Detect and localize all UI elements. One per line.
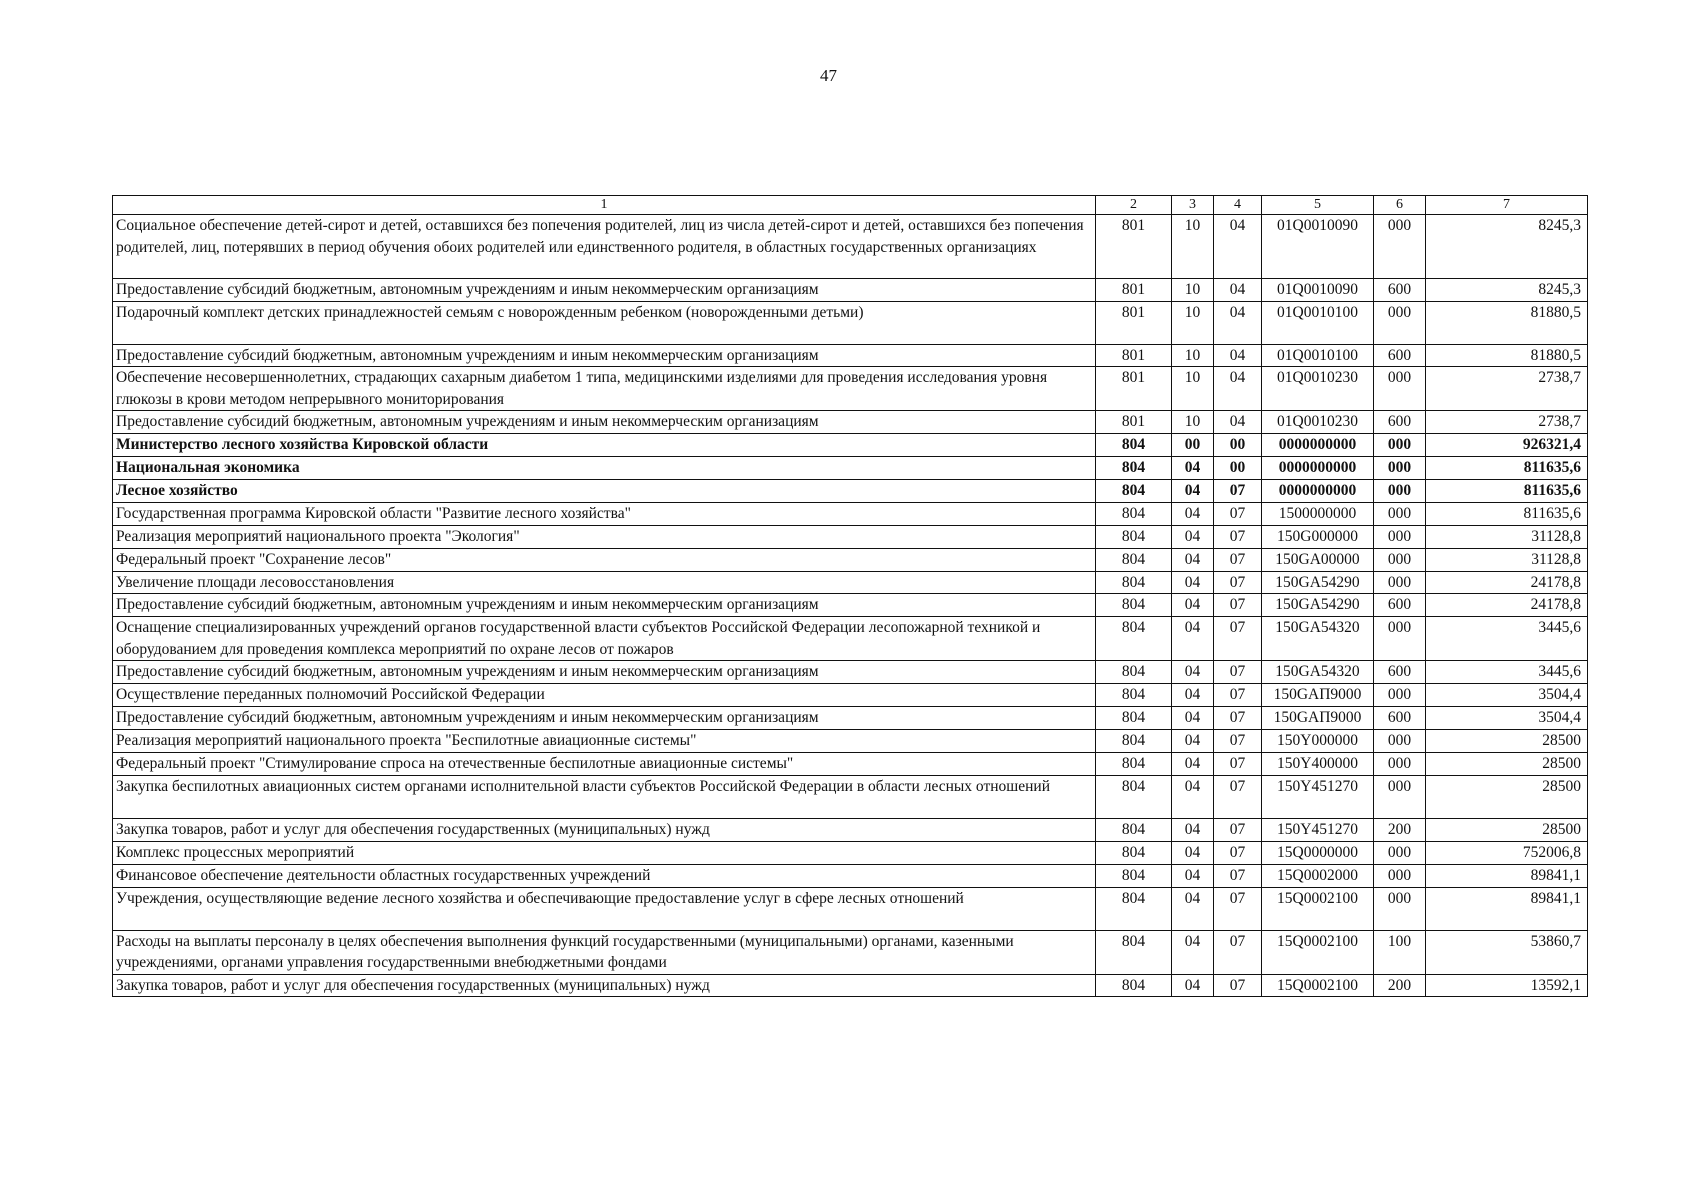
- row-name: Национальная экономика: [113, 456, 1096, 479]
- row-name: Предоставление субсидий бюджетным, автономным учреждениям и иным некоммерческим организациям: [113, 707, 1096, 730]
- row-name: Осуществление переданных полномочий Российской Федерации: [113, 684, 1096, 707]
- col-7-value: 926321,4: [1426, 433, 1588, 456]
- table-row: [113, 525, 1588, 548]
- row-name: Федеральный проект "Сохранение лесов": [113, 548, 1096, 571]
- col-4-value: 04: [1214, 215, 1262, 279]
- row-name: Расходы на выплаты персоналу в целях обеспечения выполнения функций государственными (муниципальными) органами, казенными учреждениями, органами управления государственными внебюджетными фондами: [113, 930, 1096, 974]
- col-2-value: 804: [1096, 433, 1172, 456]
- col-6-value: 600: [1374, 594, 1426, 617]
- col-7-value: 31128,8: [1426, 548, 1588, 571]
- table-row: [113, 367, 1588, 411]
- col-5-value: 150GAП9000: [1262, 684, 1374, 707]
- row-name: Предоставление субсидий бюджетным, автономным учреждениям и иным некоммерческим организациям: [113, 344, 1096, 367]
- col-2-value: 804: [1096, 842, 1172, 865]
- col-5-value: 01Q0010230: [1262, 411, 1374, 434]
- col-4-value: 07: [1214, 502, 1262, 525]
- table-row: [113, 776, 1588, 819]
- col-6-value: 000: [1374, 433, 1426, 456]
- table-row: [113, 301, 1588, 344]
- row-name: Государственная программа Кировской области "Развитие лесного хозяйства": [113, 502, 1096, 525]
- row-name: Лесное хозяйство: [113, 479, 1096, 502]
- col-7-value: 81880,5: [1426, 344, 1588, 367]
- col-3-value: 04: [1172, 776, 1214, 819]
- col-7-value: 89841,1: [1426, 865, 1588, 888]
- row-name: Закупка товаров, работ и услуг для обеспечения государственных (муниципальных) нужд: [113, 974, 1096, 997]
- col-7-value: 811635,6: [1426, 479, 1588, 502]
- row-name: Увеличение площади лесовосстановления: [113, 571, 1096, 594]
- col-5-value: 1500000000: [1262, 502, 1374, 525]
- col-4-value: 07: [1214, 730, 1262, 753]
- col-2-value: 801: [1096, 411, 1172, 434]
- col-5-value: 150Y400000: [1262, 753, 1374, 776]
- table-row: [113, 661, 1588, 684]
- table-row: [113, 502, 1588, 525]
- col-2-value: 804: [1096, 594, 1172, 617]
- col-5-value: 150Y451270: [1262, 819, 1374, 842]
- col-4-value: 07: [1214, 842, 1262, 865]
- row-name: Предоставление субсидий бюджетным, автономным учреждениям и иным некоммерческим организациям: [113, 279, 1096, 302]
- row-name: Реализация мероприятий национального проекта "Беспилотные авиационные системы": [113, 730, 1096, 753]
- table-row: [113, 865, 1588, 888]
- table-row: [113, 730, 1588, 753]
- col-6-value: 000: [1374, 842, 1426, 865]
- header-cell: 4: [1214, 196, 1262, 215]
- row-name: Министерство лесного хозяйства Кировской области: [113, 433, 1096, 456]
- col-5-value: 01Q0010090: [1262, 279, 1374, 302]
- col-7-value: 13592,1: [1426, 974, 1588, 997]
- col-5-value: 150GA54290: [1262, 571, 1374, 594]
- col-2-value: 804: [1096, 456, 1172, 479]
- col-6-value: 000: [1374, 502, 1426, 525]
- col-6-value: 200: [1374, 819, 1426, 842]
- table-row: [113, 594, 1588, 617]
- col-6-value: 000: [1374, 479, 1426, 502]
- col-3-value: 04: [1172, 865, 1214, 888]
- row-name: Социальное обеспечение детей-сирот и детей, оставшихся без попечения родителей, лиц из числа детей-сирот и детей, оставшихся без попечения родителей, лиц, потерявших в период обучения обоих родителей или единственного родителя, в областных государственных организациях: [113, 215, 1096, 279]
- col-7-value: 8245,3: [1426, 215, 1588, 279]
- table-row: [113, 548, 1588, 571]
- col-3-value: 04: [1172, 753, 1214, 776]
- col-4-value: 07: [1214, 525, 1262, 548]
- col-4-value: 07: [1214, 707, 1262, 730]
- table-row: [113, 433, 1588, 456]
- col-7-value: 89841,1: [1426, 887, 1588, 930]
- col-4-value: 07: [1214, 930, 1262, 974]
- col-2-value: 804: [1096, 819, 1172, 842]
- col-3-value: 04: [1172, 842, 1214, 865]
- col-6-value: 000: [1374, 887, 1426, 930]
- table-row: [113, 456, 1588, 479]
- col-3-value: 04: [1172, 525, 1214, 548]
- page-number: 47: [820, 66, 837, 85]
- col-2-value: 804: [1096, 617, 1172, 661]
- col-7-value: 752006,8: [1426, 842, 1588, 865]
- col-5-value: 15Q0002000: [1262, 865, 1374, 888]
- col-6-value: 600: [1374, 411, 1426, 434]
- col-5-value: 150G000000: [1262, 525, 1374, 548]
- row-name: Закупка товаров, работ и услуг для обеспечения государственных (муниципальных) нужд: [113, 819, 1096, 842]
- col-4-value: 07: [1214, 661, 1262, 684]
- col-3-value: 10: [1172, 279, 1214, 302]
- table-row: [113, 411, 1588, 434]
- header-cell: 3: [1172, 196, 1214, 215]
- col-4-value: 04: [1214, 367, 1262, 411]
- col-4-value: 07: [1214, 974, 1262, 997]
- col-5-value: 01Q0010090: [1262, 215, 1374, 279]
- col-6-value: 000: [1374, 617, 1426, 661]
- row-name: Финансовое обеспечение деятельности областных государственных учреждений: [113, 865, 1096, 888]
- col-6-value: 000: [1374, 548, 1426, 571]
- col-2-value: 804: [1096, 684, 1172, 707]
- table-row: [113, 819, 1588, 842]
- col-2-value: 804: [1096, 548, 1172, 571]
- col-3-value: 04: [1172, 548, 1214, 571]
- col-6-value: 600: [1374, 279, 1426, 302]
- table-row: [113, 707, 1588, 730]
- col-7-value: 24178,8: [1426, 571, 1588, 594]
- col-5-value: 15Q0002100: [1262, 887, 1374, 930]
- col-2-value: 801: [1096, 367, 1172, 411]
- table-row: [113, 215, 1588, 279]
- col-6-value: 600: [1374, 661, 1426, 684]
- col-5-value: 150GA54290: [1262, 594, 1374, 617]
- col-2-value: 804: [1096, 930, 1172, 974]
- table-row: [113, 571, 1588, 594]
- col-2-value: 804: [1096, 776, 1172, 819]
- col-7-value: 53860,7: [1426, 930, 1588, 974]
- col-6-value: 600: [1374, 707, 1426, 730]
- col-3-value: 04: [1172, 479, 1214, 502]
- table-row: [113, 887, 1588, 930]
- col-5-value: 0000000000: [1262, 479, 1374, 502]
- col-5-value: 01Q0010230: [1262, 367, 1374, 411]
- row-name: Предоставление субсидий бюджетным, автономным учреждениям и иным некоммерческим организациям: [113, 594, 1096, 617]
- header-cell: 5: [1262, 196, 1374, 215]
- row-name: Подарочный комплект детских принадлежностей семьям с новорожденным ребенком (новорожденными детьми): [113, 301, 1096, 344]
- col-4-value: 07: [1214, 887, 1262, 930]
- col-2-value: 804: [1096, 571, 1172, 594]
- budget-table: [112, 195, 1588, 997]
- col-7-value: 28500: [1426, 819, 1588, 842]
- col-4-value: 07: [1214, 819, 1262, 842]
- col-4-value: 07: [1214, 594, 1262, 617]
- header-cell: 7: [1426, 196, 1588, 215]
- col-6-value: 000: [1374, 776, 1426, 819]
- header-row: [113, 196, 1588, 215]
- row-name: Учреждения, осуществляющие ведение лесного хозяйства и обеспечивающие предоставление услуг в сфере лесных отношений: [113, 887, 1096, 930]
- col-7-value: 3445,6: [1426, 661, 1588, 684]
- col-2-value: 801: [1096, 215, 1172, 279]
- col-5-value: 150GA54320: [1262, 617, 1374, 661]
- col-3-value: 04: [1172, 617, 1214, 661]
- row-name: Комплекс процессных мероприятий: [113, 842, 1096, 865]
- header-cell: 1: [113, 196, 1096, 215]
- col-4-value: 04: [1214, 301, 1262, 344]
- col-5-value: 150GAП9000: [1262, 707, 1374, 730]
- table-row: [113, 684, 1588, 707]
- col-7-value: 811635,6: [1426, 502, 1588, 525]
- col-6-value: 000: [1374, 730, 1426, 753]
- col-6-value: 600: [1374, 344, 1426, 367]
- col-4-value: 04: [1214, 411, 1262, 434]
- col-5-value: 150Y451270: [1262, 776, 1374, 819]
- col-6-value: 000: [1374, 684, 1426, 707]
- col-3-value: 04: [1172, 819, 1214, 842]
- table-row: [113, 753, 1588, 776]
- col-4-value: 04: [1214, 344, 1262, 367]
- col-5-value: 0000000000: [1262, 433, 1374, 456]
- col-7-value: 2738,7: [1426, 367, 1588, 411]
- col-4-value: 00: [1214, 456, 1262, 479]
- col-5-value: 150GA54320: [1262, 661, 1374, 684]
- col-6-value: 000: [1374, 571, 1426, 594]
- col-7-value: 3445,6: [1426, 617, 1588, 661]
- table-row: [113, 842, 1588, 865]
- col-7-value: 28500: [1426, 730, 1588, 753]
- table-row: [113, 479, 1588, 502]
- col-6-value: 000: [1374, 301, 1426, 344]
- row-name: Обеспечение несовершеннолетних, страдающих сахарным диабетом 1 типа, медицинскими изделиями для проведения исследования уровня глюкозы в крови методом непрерывного мониторирования: [113, 367, 1096, 411]
- col-3-value: 10: [1172, 301, 1214, 344]
- col-7-value: 3504,4: [1426, 684, 1588, 707]
- col-7-value: 2738,7: [1426, 411, 1588, 434]
- col-4-value: 07: [1214, 548, 1262, 571]
- col-5-value: 15Q0000000: [1262, 842, 1374, 865]
- col-3-value: 04: [1172, 887, 1214, 930]
- col-4-value: 04: [1214, 279, 1262, 302]
- col-3-value: 04: [1172, 684, 1214, 707]
- col-5-value: 150GA00000: [1262, 548, 1374, 571]
- col-2-value: 801: [1096, 344, 1172, 367]
- col-2-value: 804: [1096, 479, 1172, 502]
- col-2-value: 801: [1096, 301, 1172, 344]
- col-4-value: 07: [1214, 684, 1262, 707]
- table-row: [113, 617, 1588, 661]
- col-3-value: 04: [1172, 707, 1214, 730]
- col-3-value: 04: [1172, 930, 1214, 974]
- header-cell: 2: [1096, 196, 1172, 215]
- col-3-value: 04: [1172, 502, 1214, 525]
- table-row: [113, 279, 1588, 302]
- col-4-value: 07: [1214, 571, 1262, 594]
- row-name: Закупка беспилотных авиационных систем органами исполнительной власти субъектов Российской Федерации в области лесных отношений: [113, 776, 1096, 819]
- col-4-value: 07: [1214, 776, 1262, 819]
- row-name: Оснащение специализированных учреждений органов государственной власти субъектов Российской Федерации лесопожарной техникой и оборудованием для проведения комплекса мероприятий по охране лесов от пожаров: [113, 617, 1096, 661]
- col-3-value: 10: [1172, 367, 1214, 411]
- col-2-value: 804: [1096, 887, 1172, 930]
- col-7-value: 28500: [1426, 753, 1588, 776]
- col-3-value: 10: [1172, 215, 1214, 279]
- col-2-value: 804: [1096, 730, 1172, 753]
- col-4-value: 07: [1214, 617, 1262, 661]
- col-7-value: 24178,8: [1426, 594, 1588, 617]
- col-6-value: 000: [1374, 367, 1426, 411]
- table-row: [113, 974, 1588, 997]
- col-7-value: 811635,6: [1426, 456, 1588, 479]
- col-6-value: 100: [1374, 930, 1426, 974]
- col-2-value: 804: [1096, 525, 1172, 548]
- row-name: Реализация мероприятий национального проекта "Экология": [113, 525, 1096, 548]
- col-4-value: 07: [1214, 865, 1262, 888]
- col-7-value: 81880,5: [1426, 301, 1588, 344]
- col-7-value: 28500: [1426, 776, 1588, 819]
- col-5-value: 01Q0010100: [1262, 301, 1374, 344]
- col-4-value: 07: [1214, 753, 1262, 776]
- col-5-value: 01Q0010100: [1262, 344, 1374, 367]
- col-7-value: 8245,3: [1426, 279, 1588, 302]
- col-3-value: 10: [1172, 411, 1214, 434]
- col-3-value: 04: [1172, 571, 1214, 594]
- col-2-value: 804: [1096, 753, 1172, 776]
- col-3-value: 10: [1172, 344, 1214, 367]
- col-2-value: 804: [1096, 974, 1172, 997]
- header-cell: 6: [1374, 196, 1426, 215]
- col-7-value: 31128,8: [1426, 525, 1588, 548]
- row-name: Предоставление субсидий бюджетным, автономным учреждениям и иным некоммерческим организациям: [113, 411, 1096, 434]
- col-2-value: 804: [1096, 865, 1172, 888]
- col-5-value: 0000000000: [1262, 456, 1374, 479]
- col-6-value: 000: [1374, 215, 1426, 279]
- col-3-value: 04: [1172, 594, 1214, 617]
- row-name: Федеральный проект "Стимулирование спроса на отечественные беспилотные авиационные системы": [113, 753, 1096, 776]
- row-name: Предоставление субсидий бюджетным, автономным учреждениям и иным некоммерческим организациям: [113, 661, 1096, 684]
- col-6-value: 000: [1374, 456, 1426, 479]
- table-row: [113, 344, 1588, 367]
- col-4-value: 00: [1214, 433, 1262, 456]
- col-2-value: 804: [1096, 707, 1172, 730]
- col-4-value: 07: [1214, 479, 1262, 502]
- col-3-value: 04: [1172, 974, 1214, 997]
- table-row: [113, 930, 1588, 974]
- col-3-value: 04: [1172, 661, 1214, 684]
- col-3-value: 04: [1172, 456, 1214, 479]
- col-2-value: 804: [1096, 661, 1172, 684]
- col-6-value: 000: [1374, 865, 1426, 888]
- col-2-value: 801: [1096, 279, 1172, 302]
- col-5-value: 15Q0002100: [1262, 930, 1374, 974]
- col-3-value: 04: [1172, 730, 1214, 753]
- col-6-value: 200: [1374, 974, 1426, 997]
- col-2-value: 804: [1096, 502, 1172, 525]
- col-3-value: 00: [1172, 433, 1214, 456]
- col-5-value: 150Y000000: [1262, 730, 1374, 753]
- col-7-value: 3504,4: [1426, 707, 1588, 730]
- col-6-value: 000: [1374, 753, 1426, 776]
- col-6-value: 000: [1374, 525, 1426, 548]
- col-5-value: 15Q0002100: [1262, 974, 1374, 997]
